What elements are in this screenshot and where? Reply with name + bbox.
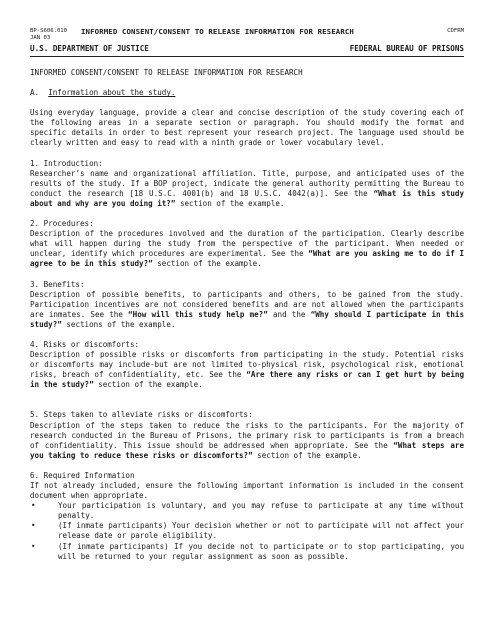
benefits-mid: and the — [267, 309, 311, 319]
procedures-tail: section of the example. — [152, 259, 262, 269]
procedures-heading: 2. Procedures: — [30, 219, 94, 229]
bullet-text: Your participation is voluntary, and you may refuse to participate at any time without penalty. — [58, 501, 464, 521]
intro-paragraph: Using everyday language, provide a clear and concise description of the study covering each of the following areas in a separate section or paragraph. You should modify the format and specific details in order to best represent your research project. The language used should be clearly written and easy to read with a ninth grade or lower vocabulary level. — [30, 108, 464, 148]
benefits-example-ref-1: “How will this study help me?” — [128, 309, 268, 319]
bureau-name: FEDERAL BUREAU OF PRISONS — [349, 44, 464, 53]
steps-tail: section of the example. — [252, 450, 362, 460]
department-name: U.S. DEPARTMENT OF JUSTICE — [30, 44, 149, 53]
steps-heading: 5. Steps taken to alleviate risks or discomforts: — [30, 410, 253, 420]
introduction-example-ref: “What is this study about and why are you doing it?” — [30, 188, 464, 208]
form-header-title: INFORMED CONSENT/CONSENT TO RELEASE INFORMATION FOR RESEARCH — [81, 27, 354, 36]
bullet-icon: • — [31, 541, 36, 551]
section-a-title: Information about the study. — [48, 88, 176, 98]
benefits-example-ref-2: “Why should I participate in this study?” — [30, 309, 464, 329]
required-text: If not already included, ensure the following important information is included in the consent document when appropriate. — [30, 481, 464, 501]
section-a-prefix: A. — [30, 88, 40, 98]
benefits-text: Description of possible benefits, to participants and others, to be gained from the study. Participation incentives are not considered benefits and are not allowed when the participants are inmates. See the — [30, 289, 464, 319]
procedures-example-ref: “What are you asking me to do if I agree to be in this study?” — [30, 249, 464, 269]
document-body — [30, 68, 464, 562]
bullet-text: (If inmate participants) If you decide not to participate or to stop participating, you will be returned to your regular assignment as soon as possible. — [58, 541, 464, 561]
list-item — [30, 521, 464, 541]
introduction-paragraph — [30, 169, 464, 209]
bullet-icon: • — [31, 501, 36, 511]
bullet-text: (If inmate participants) Your decision whether or not to participate will not affect your release date or parole eligibility. — [58, 521, 464, 541]
procedures-text: Description of the procedures involved and the duration of the participation. Clearly describe what will happen during the study from the perspective of the participant. When needed or unclear, identify which procedures are experimental. See the — [30, 229, 464, 259]
form-code — [30, 28, 67, 42]
benefits-paragraph — [30, 290, 464, 330]
bullet-icon: • — [31, 521, 36, 531]
risks-example-ref: “Are there any risks or can I get hurt by being in the study?” — [30, 370, 464, 390]
risks-tail: section of the example. — [93, 380, 203, 390]
list-item — [30, 501, 464, 521]
form-code-number: BP-S606.010 — [30, 28, 68, 34]
risks-heading: 4. Risks or discomforts: — [30, 339, 140, 349]
section-a-heading — [30, 88, 464, 98]
required-bullet-list — [30, 501, 464, 562]
form-date: JAN 03 — [30, 35, 51, 41]
introduction-heading: 1. Introduction: — [30, 158, 103, 168]
header-rule — [30, 56, 464, 57]
procedures-paragraph — [30, 229, 464, 269]
risks-text: Description of possible risks or discomforts from participating in the study. Potential risks or discomforts may include-but are not limited to-physical risk, psychological risk, emotional risks, breach of confidentiality, etc. See the — [30, 350, 464, 380]
form-cdfrm: CDFRM — [447, 28, 464, 34]
steps-example-ref: “What steps are you taking to reduce these risks or discomforts?” — [30, 440, 465, 460]
required-heading: 6. Required Information — [30, 470, 135, 480]
steps-text: Description of the steps taken to reduce the risks to the participants. For the majority of research conducted in the Bureau of Prisons, the primary risk to participants is from a breach of confidentiality. This issue should be addressed when appropriate. See the — [30, 420, 464, 450]
steps-paragraph — [30, 421, 464, 461]
list-item — [30, 542, 464, 562]
benefits-heading: 3. Benefits: — [30, 279, 85, 289]
introduction-tail: section of the example. — [175, 198, 285, 208]
introduction-text: Researcher’s name and organizational affiliation. Title, purpose, and anticipated uses of the results of the study. If a BOP project, indicate the general authority permitting the Bureau to conduct the research [18 U.S.C. 4001(b) and 18 U.S.C. 4042(a)]. See the — [30, 168, 464, 198]
document-title: INFORMED CONSENT/CONSENT TO RELEASE INFORMATION FOR RESEARCH — [30, 68, 303, 77]
benefits-tail: sections of the example. — [61, 319, 176, 329]
risks-paragraph — [30, 350, 464, 390]
